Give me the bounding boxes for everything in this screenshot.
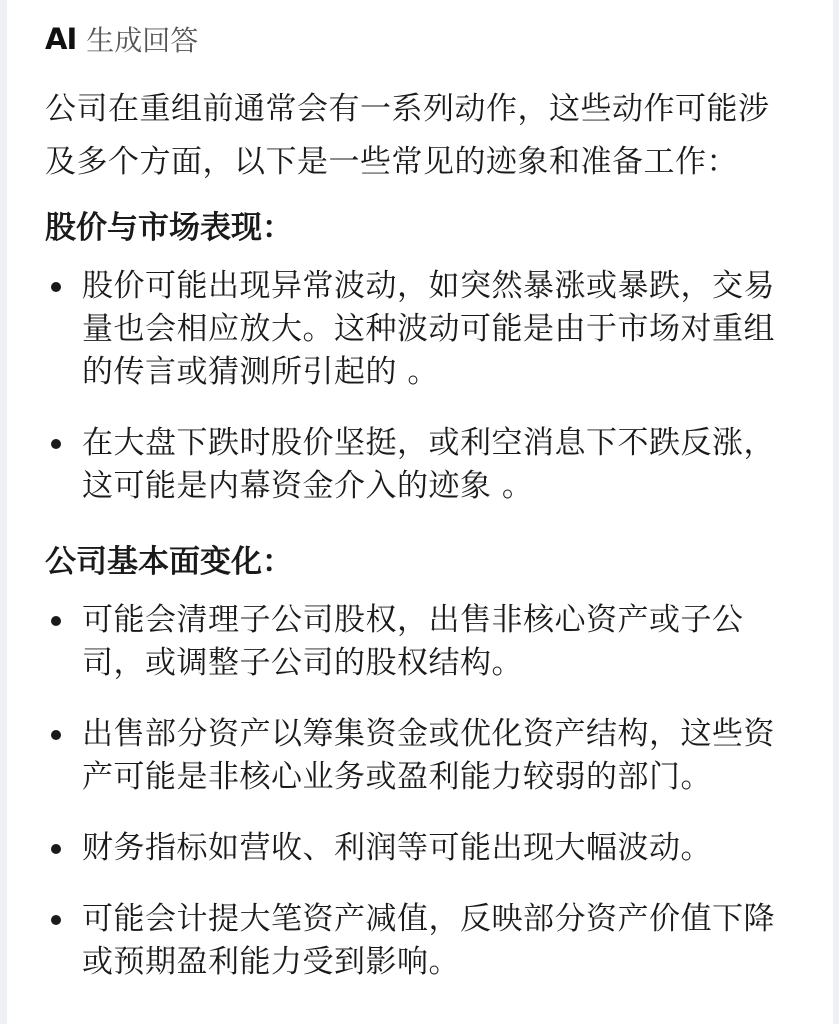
bullet-dot <box>51 282 61 292</box>
bullet-dot <box>51 915 61 925</box>
list-item <box>45 827 795 870</box>
bullet-dot <box>51 844 61 854</box>
list-item <box>45 265 795 394</box>
left-edge <box>0 0 7 1024</box>
list-item <box>45 422 795 508</box>
right-edge <box>833 0 839 1024</box>
bullet-dot <box>51 730 61 740</box>
list-item-text: 股价可能出现异常波动，如突然暴涨或暴跌，交易量也会相应放大。这种波动可能是由于市场对重组的传言或猜测所引起的 。 <box>82 268 775 390</box>
section-title-fundamentals: 公司基本面变化： <box>45 544 293 580</box>
bullet-list-market <box>45 265 795 508</box>
ai-logo: AI <box>45 22 77 56</box>
bullet-dot <box>51 616 61 626</box>
list-item <box>45 713 795 799</box>
answer-header <box>45 14 795 64</box>
list-item <box>45 898 795 984</box>
list-item-text: 财务指标如营收、利润等可能出现大幅波动。 <box>82 830 712 866</box>
intro-paragraph: 公司在重组前通常会有一系列动作，这些动作可能涉及多个方面，以下是一些常见的迹象和准备工作： <box>45 91 770 180</box>
bullet-list-fundamentals <box>45 599 795 984</box>
list-item-text: 可能会清理子公司股权，出售非核心资产或子公司，或调整子公司的股权结构。 <box>82 602 744 681</box>
answer-content <box>45 14 795 1012</box>
list-item-text: 出售部分资产以筹集资金或优化资产结构，这些资产可能是非核心业务或盈利能力较弱的部门。 <box>82 716 775 795</box>
list-item-text: 可能会计提大笔资产减值，反映部分资产价值下降或预期盈利能力受到影响。 <box>82 901 775 980</box>
header-title: 生成回答 <box>86 24 199 57</box>
bullet-dot <box>51 439 61 449</box>
list-item <box>45 599 795 685</box>
list-item-text: 在大盘下跌时股价坚挺，或利空消息下不跌反涨，这可能是内幕资金介入的迹象 。 <box>82 425 775 504</box>
section-title-market: 股价与市场表现： <box>45 210 293 246</box>
